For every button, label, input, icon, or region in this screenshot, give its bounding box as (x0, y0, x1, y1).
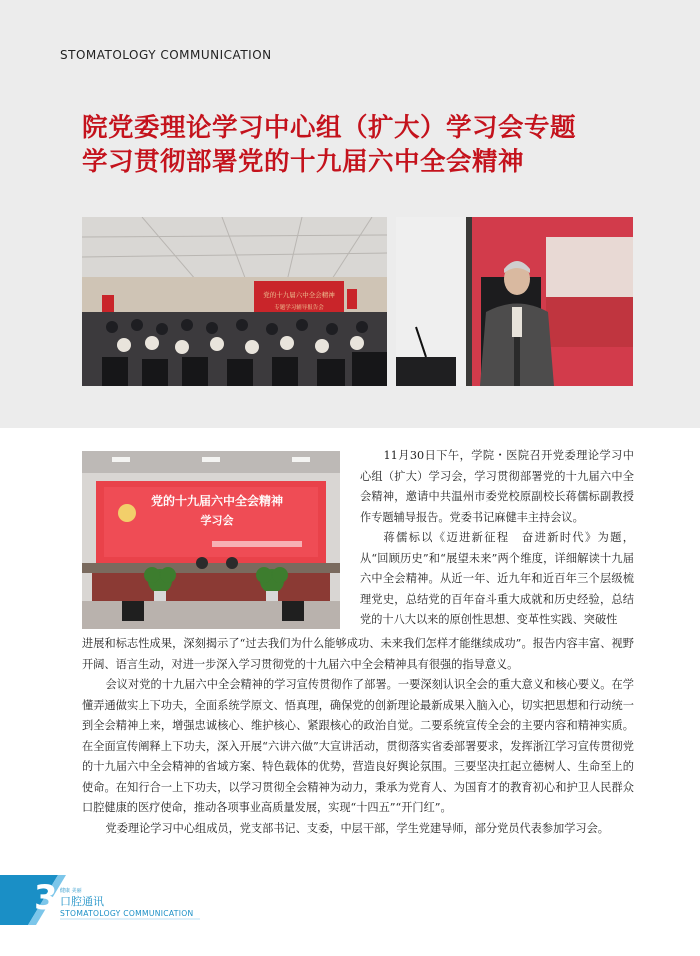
paragraph-attendees: 党委理论学习中心组成员，党支部书记、支委，中层干部，学生党建导师，部分党员代表参加学习会。 (105, 821, 609, 835)
article-column-right (360, 446, 634, 631)
footer-brand: 口腔通讯 (60, 895, 104, 908)
stage-banner-line-2: 学习会 (200, 514, 234, 527)
footer-brand-english: STOMATOLOGY COMMUNICATION (60, 909, 194, 918)
footer-tagline: 健康 美丽 (60, 888, 82, 894)
paragraph-report-start: 蒋儒标以《迈进新征程 奋进新时代》为题，从“回顾历史”和“展望未来”两个维度，详细解读十九届六中全会精神。从近一年、近九年和近百年三个层级梳理党史，总结党的百年奋斗重大成就和历史经验，总结党的十八大以来的原创性思想、变革性实践、突破性 (360, 531, 634, 626)
paragraph-intro: 11月30日下午，学院・医院召开党委理论学习中心组（扩大）学习会，学习贯彻部署党的十九届六中全会精神，邀请中共温州市委党校原副校长蒋儒标副教授作专题辅导报告。党委书记麻健丰主持会议。 (360, 449, 634, 524)
paragraph-deployment: 会议对党的十九届六中全会精神的学习宣传贯彻作了部署。一要深刻认识全会的重大意义和核心要义。在学懂弄通做实上下功夫，全面系统学原文、悟真理，确保党的创新理论最新成果入脑入心，切实把思想和行动统一到全会精神上来，增强忠诚核心、维护核心、紧跟核心的政治自觉。二要系统宣传全会的主要内容和精神实质。在全面宣传阐释上下功夫，深入开展“六讲六做”大宣讲活动，贯彻落实省委部署要求，发挥浙江学习宣传贯彻党的十九届六中全会精神的省域方案、特色载体的优势，营造良好舆论氛围。三要坚决扛起立德树人、生命至上的使命。在知行合一上下功夫，以学习贯彻全会精神为动力，秉承为党育人、为国育才的教育初心和护卫人民群众口腔健康的医疗使命，推动各项事业高质量发展，实现“十四五”“开门红”。 (82, 678, 634, 814)
paragraph-report-end: 进展和标志性成果，深刻揭示了“过去我们为什么能够成功、未来我们怎样才能继续成功”。报告内容丰富、视野开阔、语言生动，对进一步深入学习贯彻党的十九届六中全会精神具有很强的指导意义。 (82, 637, 634, 671)
hall-banner-line-1: 党的十九届六中全会精神 (263, 291, 335, 299)
speaker-photo (396, 217, 633, 386)
title-line-2: 学习贯彻部署党的十九届六中全会精神 (82, 147, 525, 177)
lecture-hall-photo (82, 217, 387, 386)
article-full-width (82, 634, 634, 839)
article-title (82, 111, 642, 179)
page-number: 3 (34, 878, 58, 918)
stage-banner-line-1: 党的十九届六中全会精神 (150, 494, 284, 508)
title-line-1: 院党委理论学习中心组（扩大）学习会专题 (82, 113, 577, 143)
journal-header-label: STOMATOLOGY COMMUNICATION (60, 48, 272, 62)
stage-photo (82, 451, 340, 629)
hall-banner-line-2: 专题学习辅导报告会 (274, 305, 324, 311)
